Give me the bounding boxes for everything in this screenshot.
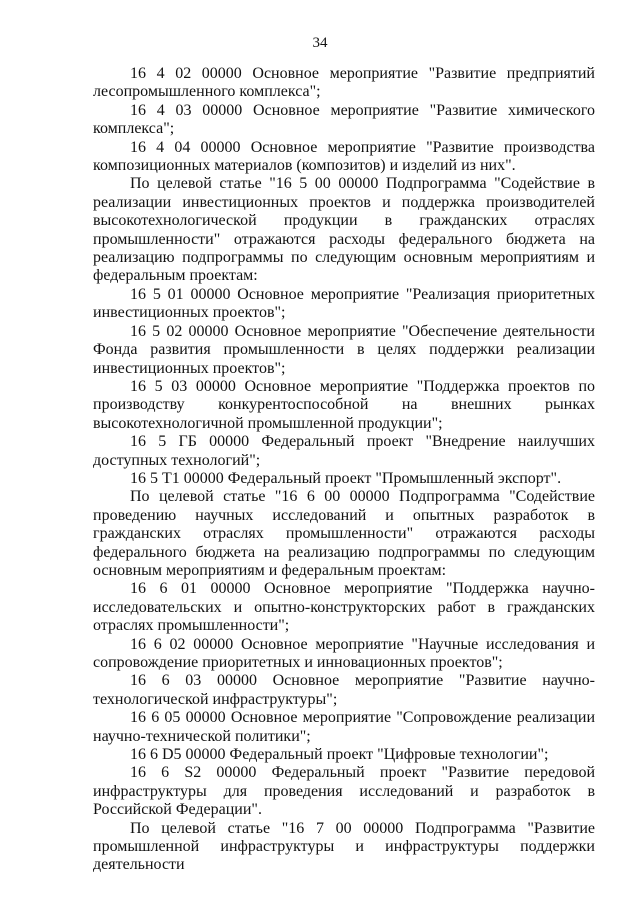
paragraph-16-6-s2: 16 6 S2 00000 Федеральный проект "Развитие передовой инфраструктуры для проведения исследований и разработок в Российской Федерации". — [93, 764, 595, 819]
paragraph-16-4-04: 16 4 04 00000 Основное мероприятие "Развитие производства композиционных материалов (композитов) и изделий из них". — [93, 138, 595, 175]
paragraph-16-5-t1: 16 5 Т1 00000 Федеральный проект "Промышленный экспорт". — [130, 469, 562, 487]
paragraph-16-5-gb: 16 5 ГБ 00000 Федеральный проект "Внедрение наилучших доступных технологий"; — [93, 433, 595, 469]
paragraph-16-6-03: 16 6 03 00000 Основное мероприятие "Развитие научно-технологической инфраструктуры"; — [93, 672, 595, 708]
document-body — [93, 65, 595, 875]
page-number: 34 — [312, 35, 328, 51]
paragraph-16-6-d5: 16 6 D5 00000 Федеральный проект "Цифровые технологии"; — [130, 746, 549, 764]
paragraph-16-5-01: 16 5 01 00000 Основное мероприятие "Реализация приоритетных инвестиционных проектов"; — [93, 285, 595, 322]
paragraph-16-6-05: 16 6 05 00000 Основное мероприятие "Сопровождение реализации научно-технической политики"; — [93, 709, 595, 745]
paragraph-subprogram-16-5: По целевой статье "16 5 00 00000 Подпрограмма "Содействие в реализации инвестиционных проектов и поддержка производителей высокотехнологической продукции в гражданских отраслях промышленности" отражаются расходы федерального бюджета на реализацию подпрограммы по следующим основным мероприятиям и федеральным проектам: — [93, 175, 595, 285]
paragraph-subprogram-16-6: По целевой статье "16 6 00 00000 Подпрограмма "Содействие проведению научных исследований и опытных разработок в гражданских отраслях промышленности" отражаются расходы федерального бюджета на реализацию подпрограммы по следующим основным мероприятиям и федеральным проектам: — [93, 488, 595, 579]
paragraph-16-5-03: 16 5 03 00000 Основное мероприятие "Поддержка проектов по производству конкурентоспособной на внешних рынках высокотехнологичной промышленной продукции"; — [93, 377, 595, 432]
paragraph-16-5-02: 16 5 02 00000 Основное мероприятие "Обеспечение деятельности Фонда развития промышленности в целях поддержки реализации инвестиционных проектов"; — [93, 322, 595, 377]
paragraph-16-6-02: 16 6 02 00000 Основное мероприятие "Научные исследования и сопровождение приоритетных и инновационных проектов"; — [93, 635, 595, 671]
paragraph-16-4-02: 16 4 02 00000 Основное мероприятие "Развитие предприятий лесопромышленного комплекса"; — [93, 65, 595, 101]
paragraph-16-4-03: 16 4 03 00000 Основное мероприятие "Развитие химического комплекса"; — [93, 101, 595, 138]
paragraph-16-6-01: 16 6 01 00000 Основное мероприятие "Поддержка научно-исследовательских и опытно-конструкторских работ в гражданских отраслях промышленности"; — [93, 580, 595, 635]
paragraph-subprogram-16-7: По целевой статье "16 7 00 00000 Подпрограмма "Развитие промышленной инфраструктуры и инфраструктуры поддержки деятельности — [93, 819, 595, 874]
